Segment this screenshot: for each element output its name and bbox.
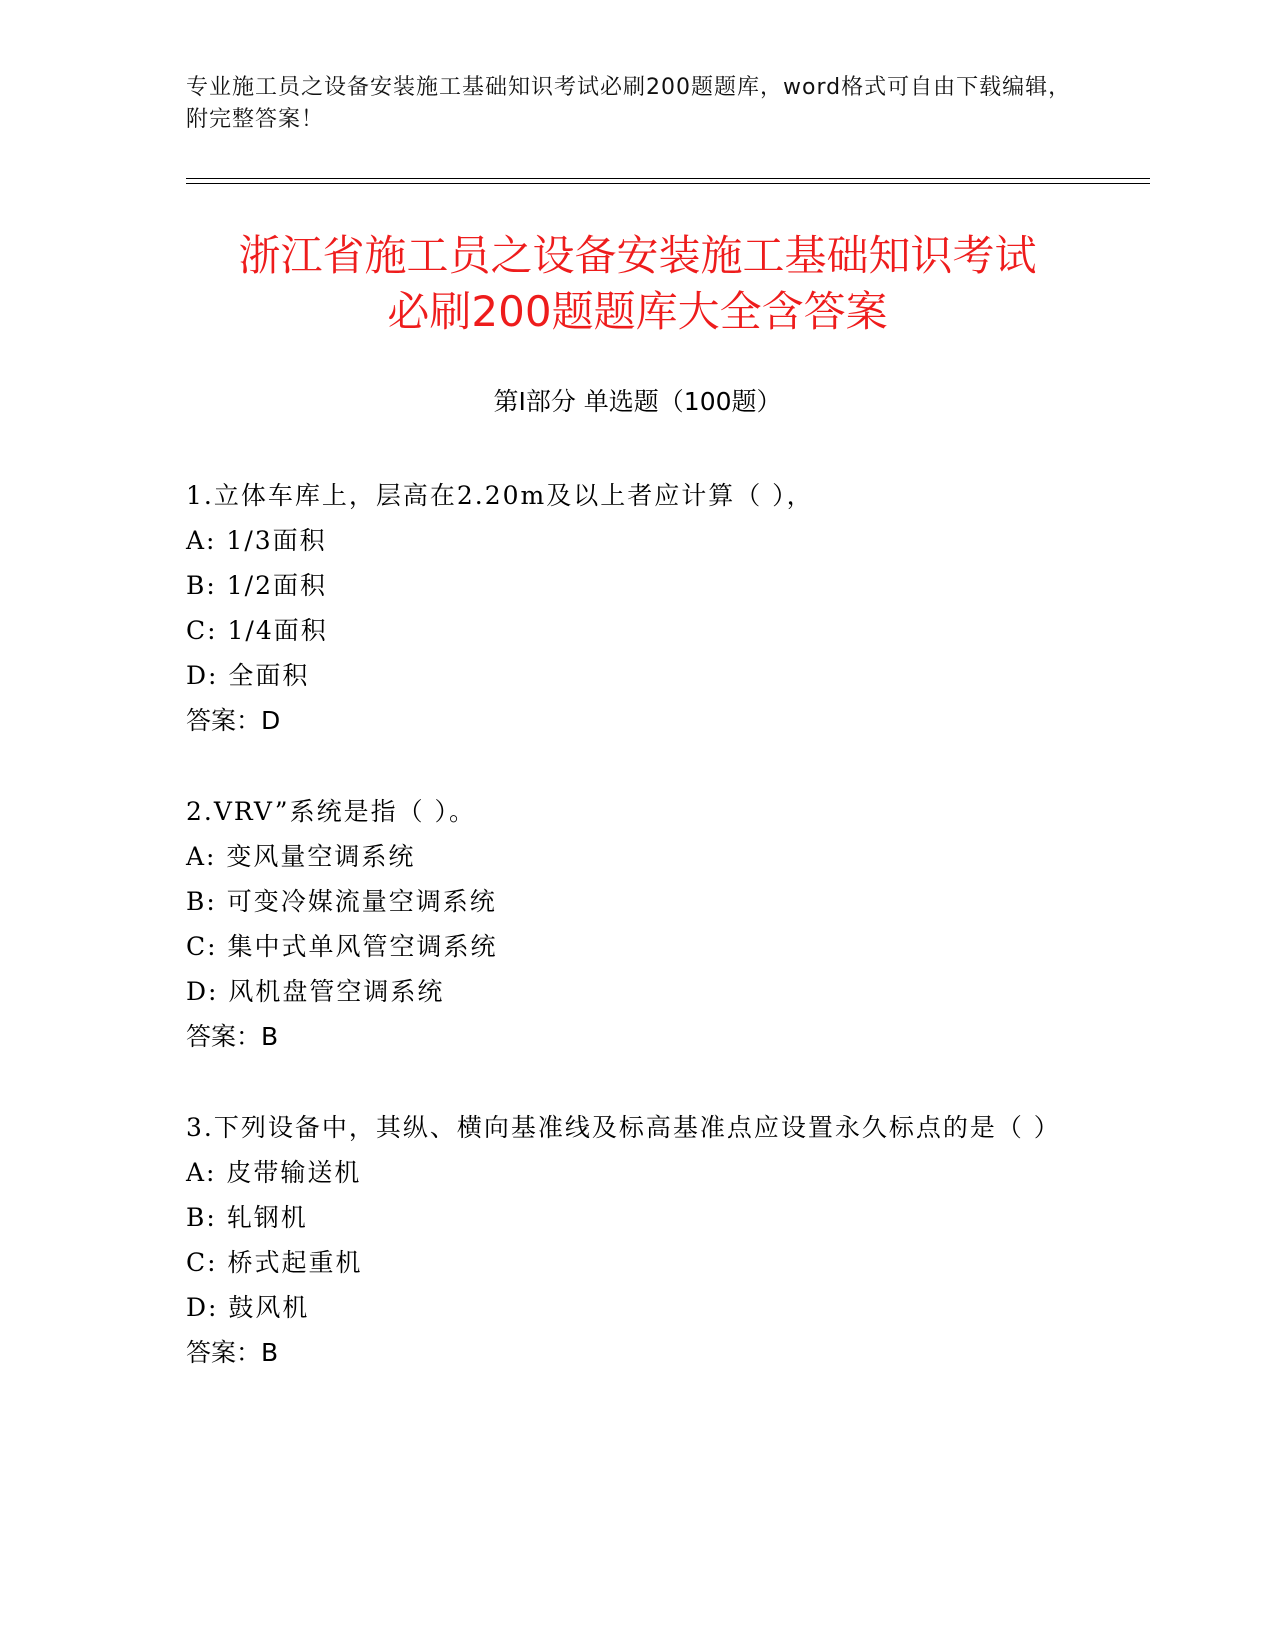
header-note: 专业施工员之设备安装施工基础知识考试必刷200题题库，word格式可自由下载编辑，附完整答案！ [186,75,1072,132]
document-title [160,228,1115,340]
option-c: C: 桥式起重机 [186,1248,363,1277]
answer: 答案：B [186,1338,279,1367]
option-d: D: 风机盘管空调系统 [186,977,445,1006]
question-stem: 2.VRV”系统是指（ ）。 [186,797,477,826]
option-c: C: 1/4面积 [186,616,328,645]
question-2 [186,789,1086,1059]
option-b: B: 轧钢机 [186,1203,308,1232]
document-title-line-2: 必刷200题题库大全含答案 [387,287,888,336]
option-a: A: 皮带输送机 [186,1158,362,1187]
header-divider-bottom [186,183,1150,184]
question-list [186,473,1086,1421]
option-a: A: 变风量空调系统 [186,842,416,871]
option-b: B: 可变冷媒流量空调系统 [186,887,497,916]
option-a: A: 1/3面积 [186,526,327,555]
answer: 答案：D [186,706,281,735]
section-title: 第Ⅰ部分 单选题（100题） [493,387,782,416]
option-d: D: 全面积 [186,661,310,690]
question-stem: 3.下列设备中，其纵、横向基准线及标高基准点应设置永久标点的是（ ） [186,1113,1061,1142]
question-stem: 1.立体车库上，层高在2.20m及以上者应计算（ ）， [186,481,814,510]
option-c: C: 集中式单风管空调系统 [186,932,498,961]
answer: 答案：B [186,1022,279,1051]
document-title-line-1: 浙江省施工员之设备安装施工基础知识考试 [238,231,1037,280]
question-1 [186,473,1086,743]
option-d: D: 鼓风机 [186,1293,310,1322]
option-b: B: 1/2面积 [186,571,327,600]
header-divider-top [186,178,1150,179]
question-3 [186,1105,1086,1375]
